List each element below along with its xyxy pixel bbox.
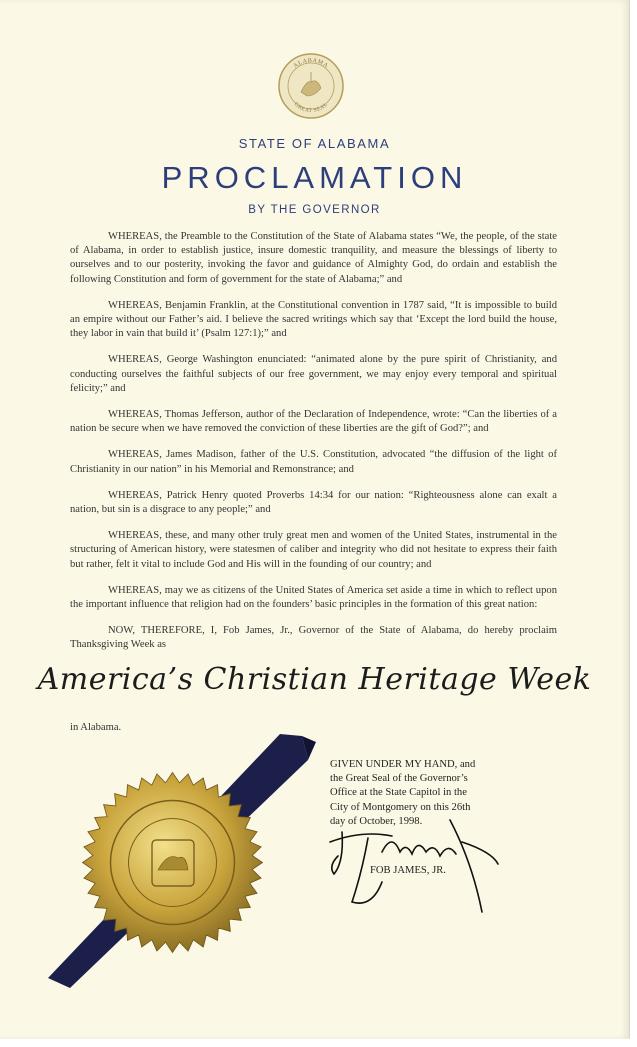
therefore-paragraph: NOW, THEREFORE, I, Fob James, Jr., Governor of the State of Alabama, do hereby proclaim Thanksgiving Week as (70, 625, 557, 651)
heritage-week-title: America’s Christian Heritage Week (37, 662, 592, 697)
state-heading: STATE OF ALABAMA (238, 136, 391, 151)
whereas-paragraph: WHEREAS, James Madison, father of the U.S. Constitution, advocated “the diffusion of the light of Christianity in our nation” in his Memorial and Remonstrance; and (70, 449, 557, 475)
given-under-hand-text: GIVEN UNDER MY HAND, and the Great Seal of the Governor’s Office at the State Capitol in the City of Montgomery on this 26th day of October, 1998. (330, 759, 476, 827)
seal-top-text: ALABAMA (292, 57, 330, 70)
by-governor-subtitle: BY THE GOVERNOR (248, 204, 381, 216)
whereas-paragraph: WHEREAS, Thomas Jefferson, author of the Declaration of Independence, wrote: “Can the liberties of a nation be secure when we have removed the conviction of these liberties are the gift of God?”; and (70, 409, 557, 435)
whereas-paragraph: WHEREAS, George Washington enunciated: “animated alone by the pure spirit of Christianity, and conducting ourselves the faithful subjects of our free government, we may enjoy every temporal and spiritual felicity;” and (70, 354, 557, 394)
whereas-paragraph: WHEREAS, these, and many other truly great men and women of the United States, instrumental in the structuring of American history, were statesmen of caliber and integrity who did not hesitate to express their faith but rather, felt it vital to include God and His will in the founding of our country; and (70, 530, 557, 570)
gold-seal-icon (80, 770, 265, 955)
whereas-paragraph: WHEREAS, may we as citizens of the United States of America set aside a time in which to reflect upon the important influence that religion had on the founders’ basic principles in the formation of this great nation: (70, 584, 557, 611)
proclamation-body (70, 230, 557, 665)
signer-name: FOB JAMES, JR. (370, 865, 446, 876)
seal-bottom-text: GREAT SEAL (292, 101, 330, 115)
alabama-great-seal-emblem (277, 52, 345, 120)
whereas-paragraph: WHEREAS, the Preamble to the Constitution of the State of Alabama states “We, the people, of the state of Alabama, in order to establish justice, insure domestic tranquility, and measure the blessings of liberty to ourselves and to our posterity, invoking the favor and guidance of Almighty God, do ordain and establish the following Constitution and form of government for the state of Alabama;” and (70, 231, 557, 285)
in-alabama-text: in Alabama. (70, 722, 122, 733)
whereas-paragraph: WHEREAS, Patrick Henry quoted Proverbs 14:34 for our nation: “Righteousness alone can exalt a nation, but sin is a disgrace to any people;” and (70, 489, 557, 516)
proclamation-title: PROCLAMATION (161, 160, 468, 195)
whereas-paragraph: WHEREAS, Benjamin Franklin, at the Constitutional convention in 1787 said, “It is impossible to build an empire without our Father’s aid. I believe the sacred writings which say that ‘Except the lord build the house, they labor in vain that build it’ (Psalm 127:1);” and (70, 299, 557, 340)
